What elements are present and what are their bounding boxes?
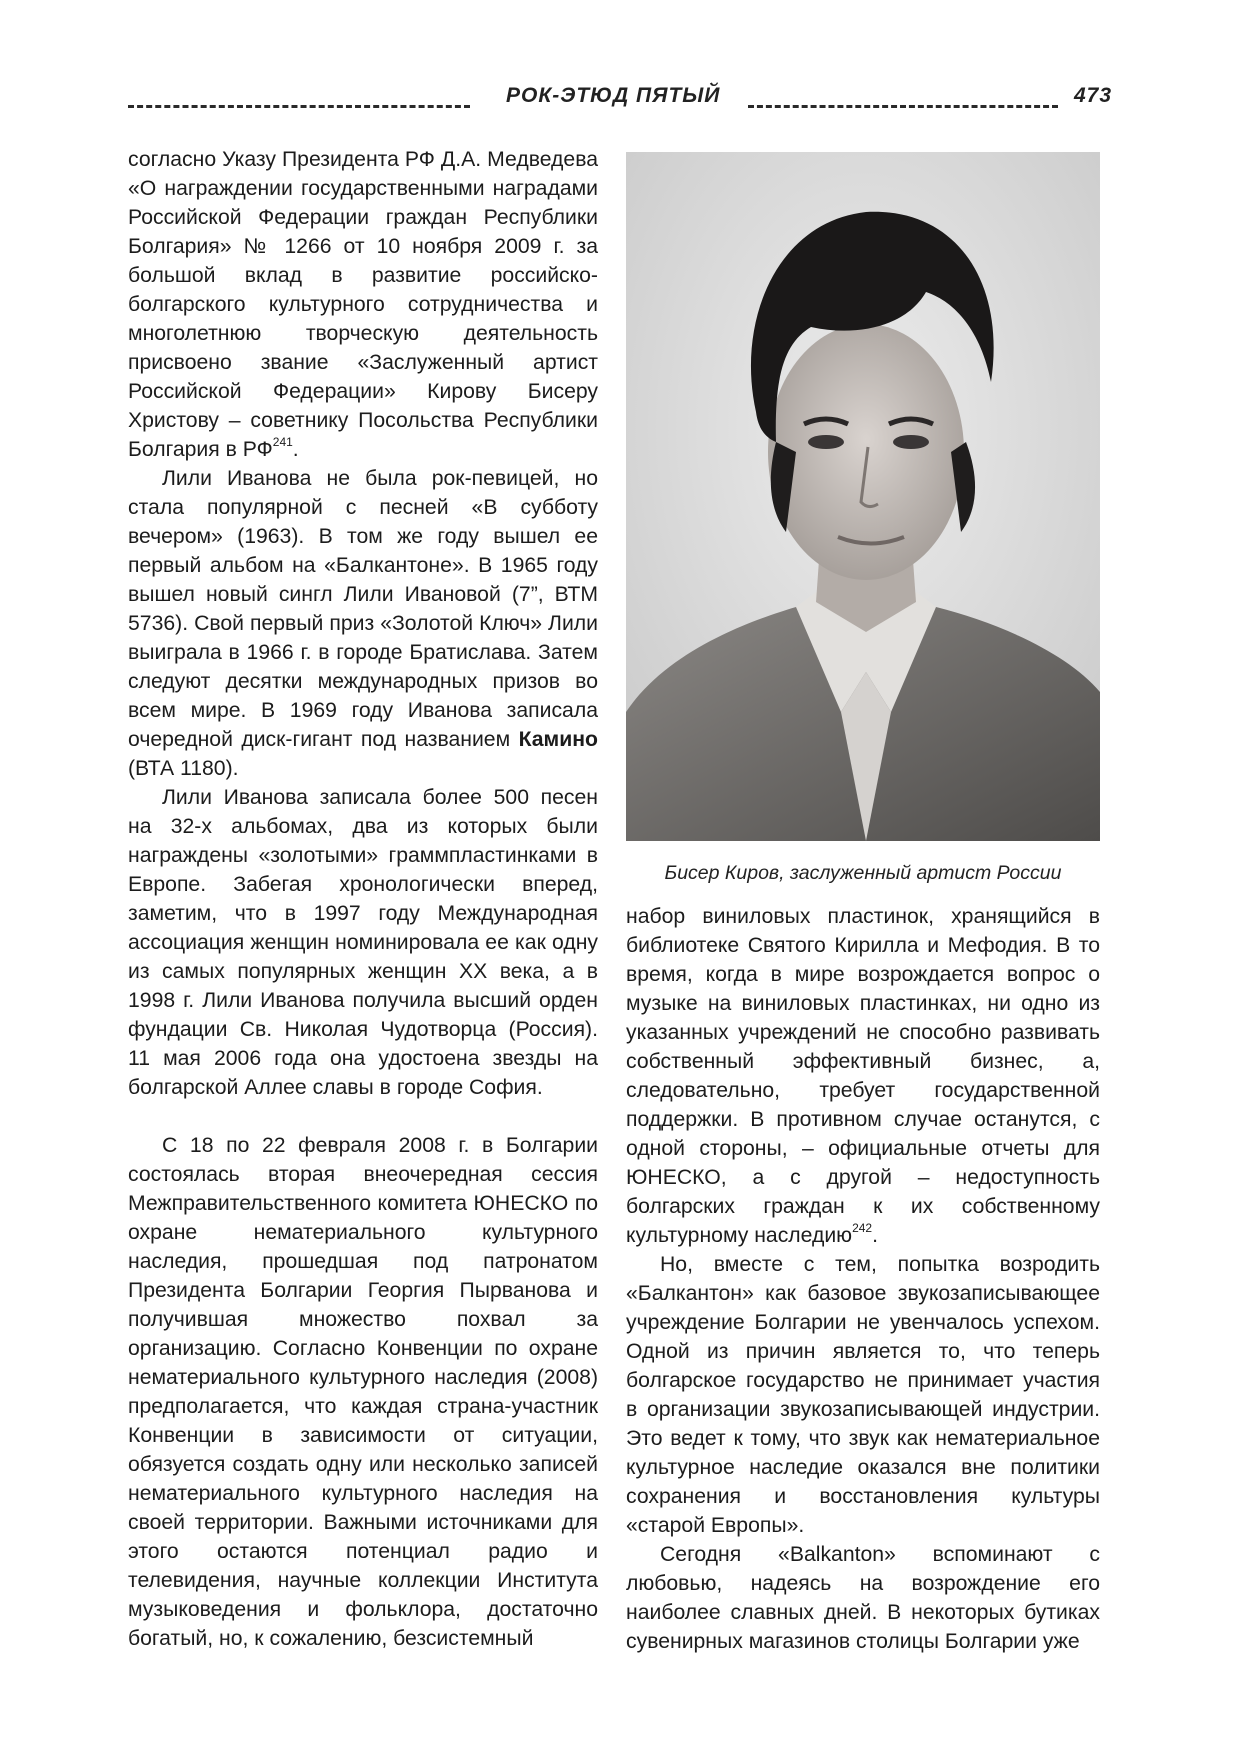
paragraph-text: .	[292, 438, 299, 461]
photo-caption: Бисер Киров, заслуженный артист России	[664, 862, 1062, 884]
paragraph-text: Лили Иванова не была рок-певицей, но стала популярной с песней «В субботу вечером» (1963). В том же году вышел ее первый альбом на «Балкантоне». В 1965 году вышел новый сингл Лили Ивановой (7”, ВТМ 5736). Свой первый приз «Золотой Ключ» Лили выиграла в 1966 г. в городе Братислава. Затем следуют десятки международных призов во всем мире. В 1969 году Иванова записала очередной диск-гигант под названием	[128, 467, 598, 751]
left-text-column	[128, 145, 598, 1653]
footnote-ref[interactable]: 242	[852, 1220, 873, 1235]
paragraph	[128, 145, 598, 464]
paragraph	[128, 464, 598, 783]
portrait-photo	[626, 152, 1100, 841]
header-dash-rule-left	[128, 105, 470, 108]
paragraph: Сегодня «Balkanton» вспоминают с любовью, надеясь на возрождение его наиболее славных дней. В некоторых бутиках сувенирных магазинов столицы Болгарии уже	[626, 1543, 1100, 1653]
paragraph: С 18 по 22 февраля 2008 г. в Болгарии состоялась вторая внеочередная сессия Межправительственного комитета ЮНЕСКО по охране нематериального культурного наследия, прошедшая под патронатом Президента Болгарии Георгия Пырванова и получившая множество похвал за организацию. Согласно Конвенции по охране нематериального культурного наследия (2008) предполагается, что каждая страна-участник Конвенции в зависимости от ситуации, обязуется создать одну или несколько записей нематериального культурного наследия на своей территории. Важными источниками для этого остаются потенциал радио и телевидения, научные коллекции Института музыковедения и фольклора, достаточно богатый, но, к сожалению, безсистемный	[128, 1134, 598, 1650]
paragraph: Но, вместе с тем, попытка возродить «Балкантон» как базовое звукозаписывающее учреждение Болгарии не увенчалось успехом. Одной из причин является то, что теперь болгарское государство не принимает участия в организации звукозаписывающей индустрии. Это ведет к тому, что звук как нематериальное культурное наследие оказался вне политики сохранения и восстановления культуры «старой Европы».	[626, 1253, 1100, 1537]
paragraph-text: .	[872, 1224, 878, 1247]
header-dash-rule-right	[748, 105, 1058, 108]
paragraph-text: согласно Указу Президента РФ Д.А. Медведева «О награждении государственными наградами Российской Федерации граждан Республики Болгария» № 1266 от 10 ноября 2009 г. за большой вклад в развитие российско-болгарского культурного сотрудничества и многолетнюю творческую деятельность присвоено звание «Заслуженный артист Российской Федерации» Кирову Бисеру Христову – советнику Посольства Республики Болгария в РФ	[128, 148, 598, 461]
album-title: Камино	[518, 728, 598, 751]
paragraph-text: набор виниловых пластинок, хранящийся в библиотеке Святого Кирилла и Мефодия. В то время, когда в мире возрождается вопрос о музыке на виниловых пластинках, ни одно из указанных учреждений не способно развивать собственный эффективный бизнес, а, следовательно, требует государственной поддержки. В противном случае останутся, с одной стороны, – официальные отчеты для ЮНЕСКО, а с другой – недоступность болгарских граждан к их собственному культурному наследию	[626, 905, 1100, 1247]
paragraph-text: (ВТА 1180).	[128, 757, 239, 780]
portrait-photo-icon	[626, 152, 1100, 841]
running-header	[128, 84, 1118, 124]
paragraph	[626, 902, 1100, 1250]
running-title: РОК-ЭТЮД ПЯТЫЙ	[506, 84, 721, 107]
page-number: 473	[1074, 84, 1113, 107]
right-text-column	[626, 902, 1100, 1656]
paragraph: Лили Иванова записала более 500 песен на 32-х альбомах, два из которых были награждены «золотыми» граммпластинками в Европе. Забегая хронологически вперед, заметим, что в 1997 году Международная ассоциация женщин номинировала ее как одну из самых популярных женщин XX века, а в 1998 г. Лили Иванова получила высший орден фундации Св. Николая Чудотворца (Россия). 11 мая 2006 года она удостоена звезды на болгарской Аллее славы в городе София.	[128, 786, 598, 1099]
footnote-ref[interactable]: 241	[272, 434, 293, 449]
